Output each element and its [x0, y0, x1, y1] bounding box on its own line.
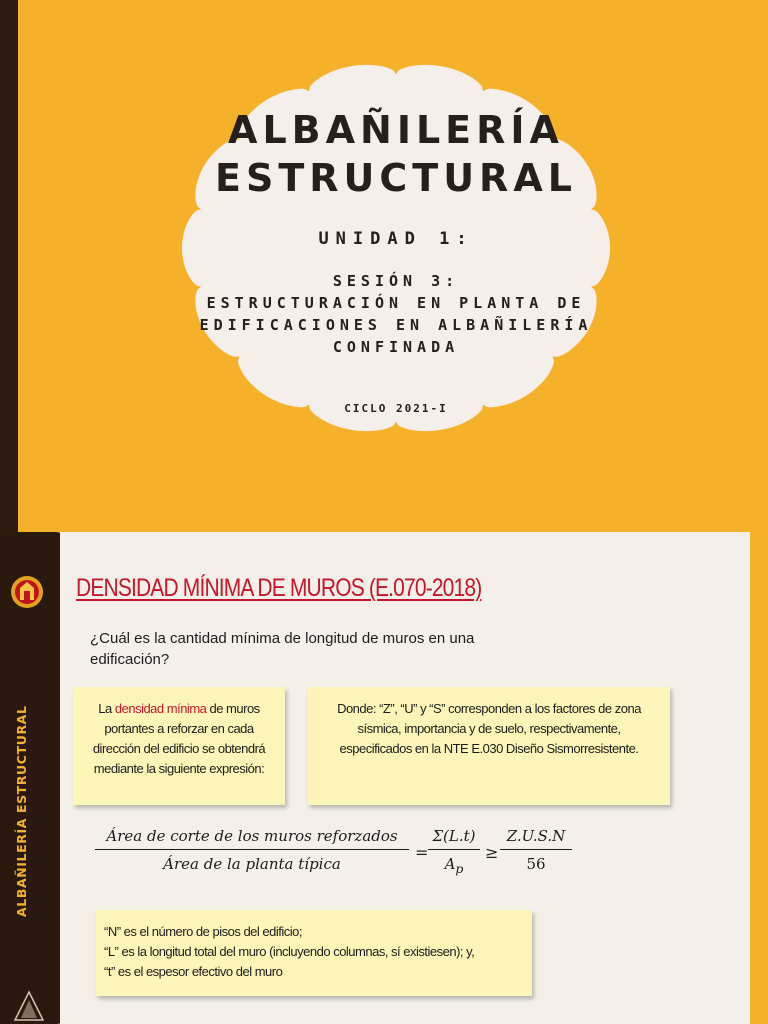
formula-mid-fraction — [428, 827, 480, 876]
formula-mid-numerator: Σ(L.t) — [428, 827, 480, 850]
definition-t: “t” es el espesor efectivo del muro — [104, 964, 283, 979]
content-slide — [0, 532, 768, 1024]
cycle-label: CICLO 2021-I — [344, 402, 448, 415]
formula-geq: ≥ — [485, 843, 499, 862]
formula-lhs-numerator: Área de corte de los muros reforzados — [95, 827, 409, 850]
unit-label: UNIDAD 1: — [318, 229, 474, 249]
formula-equals: = — [415, 843, 429, 862]
formula-rhs-denominator: 56 — [526, 855, 546, 873]
note-text-pre: La — [98, 701, 115, 716]
formula-rhs-fraction — [500, 827, 572, 873]
definition-n: “N” es el número de pisos del edificio; — [104, 924, 302, 939]
building-emblem-icon — [14, 990, 44, 1024]
session-line-3: EDIFICACIONES EN ALBAÑILERÍA — [199, 316, 593, 334]
title-badge — [172, 52, 620, 444]
title-line-2: ESTRUCTURAL — [215, 156, 577, 200]
left-accent-bar — [0, 0, 18, 532]
note-text-post: de muros portantes a reforzar en cada dirección del edificio se obtendrá mediante la siguiente expresión: — [92, 701, 266, 776]
highlight-density: densidad mínima — [114, 701, 207, 716]
sticky-note-definitions — [96, 910, 532, 996]
session-line-4: CONFINADA — [332, 338, 460, 356]
title-line-1: ALBAÑILERÍA — [228, 108, 564, 152]
formula-area-subscript: p — [455, 861, 464, 876]
right-accent-strip — [750, 532, 768, 1024]
sticky-note-factors: Donde: “Z”, “U” y “S” corresponden a los factores de zona sísmica, importancia y de suelo, respectivamente, especificados en la NTE E.030 Diseño Sismorresistente. — [308, 687, 670, 805]
formula-lhs-denominator: Área de la planta típica — [163, 855, 341, 873]
formula-rhs-numerator: Z.U.S.N — [500, 827, 572, 850]
session-title — [172, 270, 620, 358]
university-logo-icon — [10, 572, 44, 612]
sticky-note-density — [73, 687, 285, 805]
definition-l: “L” es la longitud total del muro (incluyendo columnas, sí existiesen); y, — [104, 944, 475, 959]
formula-area-symbol: A — [444, 855, 456, 873]
session-line-2: ESTRUCTURACIÓN EN PLANTA DE — [206, 294, 586, 312]
session-line-1: SESIÓN 3: — [332, 272, 460, 290]
formula-mid-denominator — [428, 850, 480, 876]
formula-lhs-fraction — [95, 827, 409, 873]
sidebar-vertical-title — [14, 891, 29, 917]
section-heading: DENSIDAD MÍNIMA DE MUROS (E.070-2018) — [76, 574, 482, 602]
question-text: ¿Cuál es la cantidad mínima de longitud de muros en una edificación? — [90, 630, 475, 668]
